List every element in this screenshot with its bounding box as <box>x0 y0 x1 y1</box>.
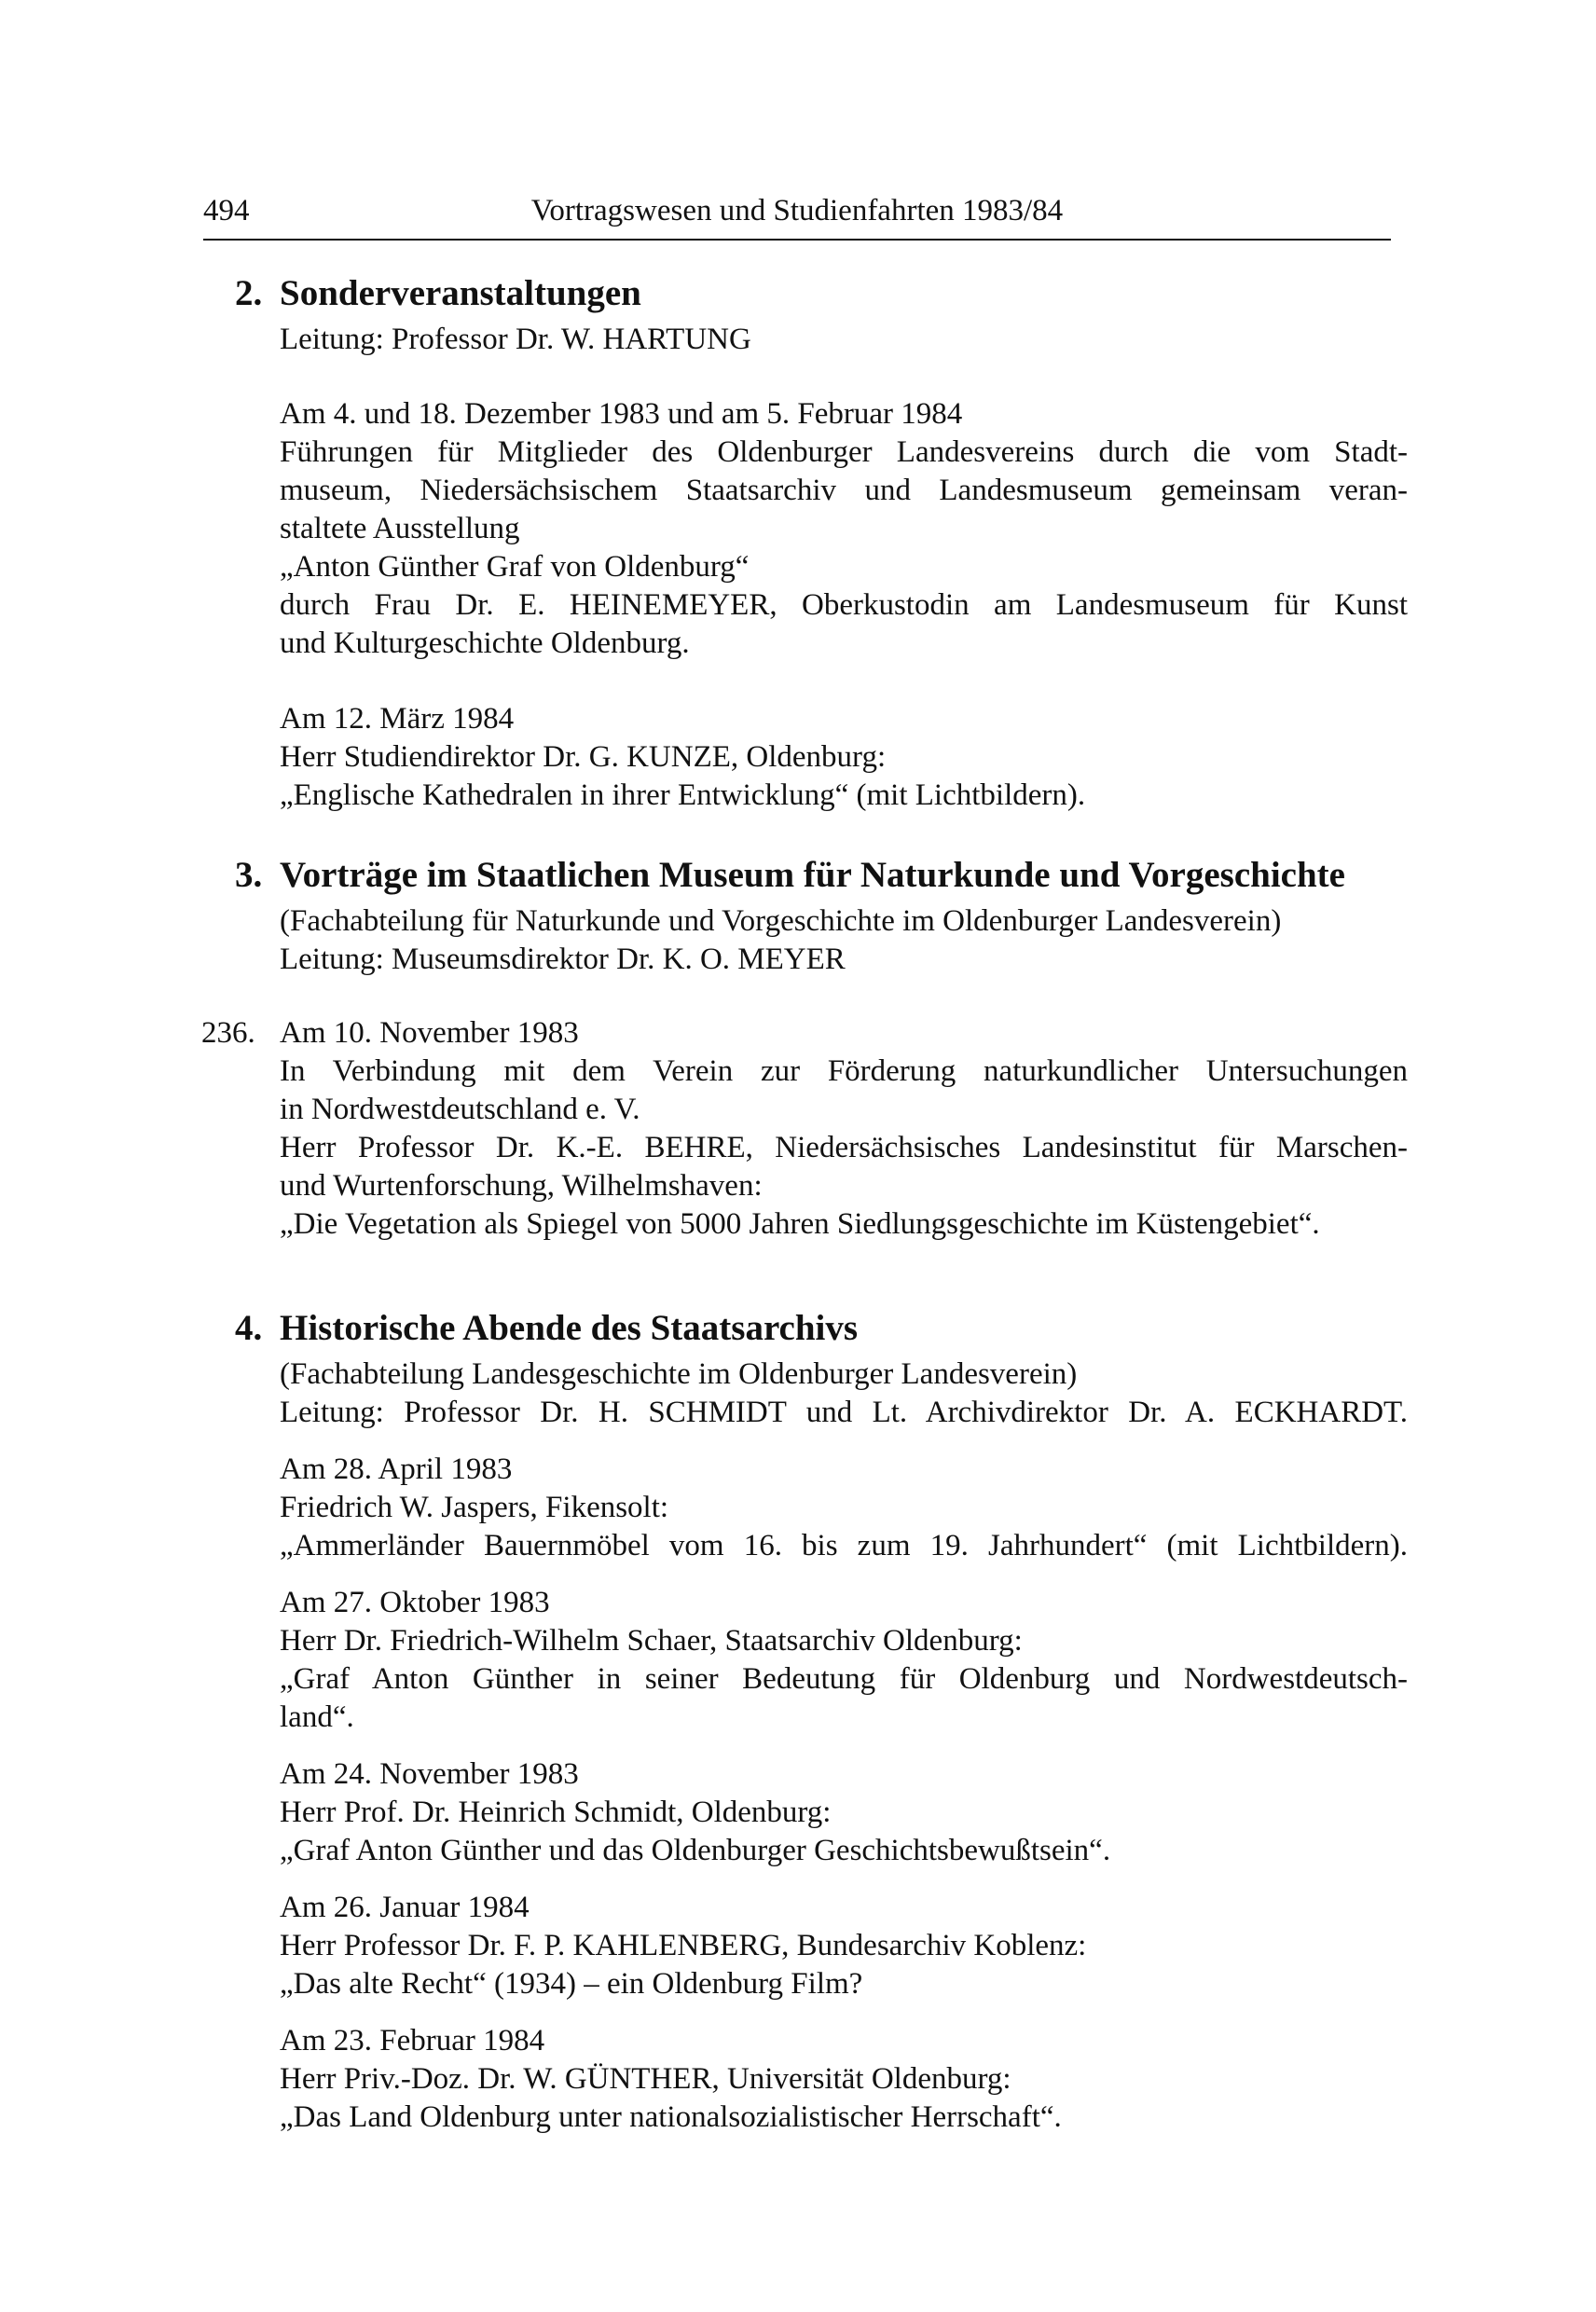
event-entry <box>280 1755 1408 1870</box>
event-entry <box>280 2022 1408 2137</box>
section-title: Sonderveranstaltungen <box>280 273 641 313</box>
event-title: „Anton Günther Graf von Oldenburg“ <box>280 550 750 584</box>
section-number: 4. <box>235 1308 263 1348</box>
event-title: „Die Vegetation als Spiegel von 5000 Jahren Siedlungsgeschichte im Küstengebiet“. <box>280 1207 1320 1241</box>
event-text-line: In Verbindung mit dem Verein zur Förderung naturkundlicher Untersuchungen <box>280 1054 1408 1088</box>
event-date: Am 26. Januar 1984 <box>280 1891 530 1924</box>
event-text-line: und Wurtenforschung, Wilhelmshaven: <box>280 1169 763 1203</box>
section-number: 3. <box>235 855 263 895</box>
section-number: 2. <box>235 273 263 313</box>
section-sonderveranstaltungen <box>235 272 1408 815</box>
event-text-line: Führungen für Mitglieder des Oldenburger Landesvereins durch die vom Stadt- <box>280 435 1408 469</box>
event-entry <box>280 395 1408 663</box>
event-entry <box>280 1889 1408 2003</box>
section-heading <box>235 1307 1408 1356</box>
page-number: 494 <box>203 194 250 227</box>
event-entry <box>280 700 1408 815</box>
event-title: „Ammerländer Bauernmöbel vom 16. bis zum 19. Jahrhundert“ (mit Lichtbildern). <box>280 1529 1408 1562</box>
section-leitung: Leitung: Museumsdirektor Dr. K. O. MEYER <box>280 943 846 976</box>
event-speaker: Friedrich W. Jaspers, Fikensolt: <box>280 1491 669 1524</box>
event-date: Am 27. Oktober 1983 <box>280 1586 550 1619</box>
section-leitung: Leitung: Professor Dr. H. SCHMIDT und Lt. Archivdirektor Dr. A. ECKHARDT. <box>280 1396 1408 1429</box>
event-entry <box>280 1451 1408 1565</box>
event-speaker: Herr Studiendirektor Dr. G. KUNZE, Oldenburg: <box>280 740 887 774</box>
event-speaker: Herr Professor Dr. K.-E. BEHRE, Niedersächsisches Landesinstitut für Marschen- <box>280 1131 1408 1164</box>
event-text-line: in Nordwestdeutschland e. V. <box>280 1093 640 1126</box>
section-subtitle: (Fachabteilung für Naturkunde und Vorgeschichte im Oldenburger Landesverein) <box>280 904 1282 938</box>
event-title: land“. <box>280 1700 354 1734</box>
event-title: „Englische Kathedralen in ihrer Entwicklung“ (mit Lichtbildern). <box>280 778 1086 812</box>
event-date: Am 10. November 1983 <box>280 1016 579 1050</box>
event-entry <box>280 1584 1408 1737</box>
event-text-line: staltete Ausstellung <box>280 512 520 545</box>
section-title: Vorträge im Staatlichen Museum für Naturkunde und Vorgeschichte <box>280 855 1345 895</box>
event-date: Am 24. November 1983 <box>280 1757 579 1791</box>
event-title: „Das Land Oldenburg unter nationalsozialistischer Herrschaft“. <box>280 2100 1062 2134</box>
section-title: Historische Abende des Staatsarchivs <box>280 1308 859 1348</box>
event-speaker: Herr Professor Dr. F. P. KAHLENBERG, Bundesarchiv Koblenz: <box>280 1929 1087 1962</box>
event-date: Am 23. Februar 1984 <box>280 2024 545 2057</box>
event-speaker: Herr Dr. Friedrich-Wilhelm Schaer, Staatsarchiv Oldenburg: <box>280 1624 1023 1658</box>
event-entry <box>201 1014 1408 1244</box>
event-speaker: durch Frau Dr. E. HEINEMEYER, Oberkustodin am Landesmuseum für Kunst <box>280 588 1408 622</box>
section-historische-abende <box>235 1307 1408 2137</box>
page-header <box>203 194 1391 241</box>
event-speaker: Herr Priv.-Doz. Dr. W. GÜNTHER, Universität Oldenburg: <box>280 2062 1011 2096</box>
section-leitung: Leitung: Professor Dr. W. HARTUNG <box>280 323 751 356</box>
entry-number: 236. <box>201 1016 255 1050</box>
section-heading <box>235 272 1408 321</box>
event-date: Am 12. März 1984 <box>280 702 515 736</box>
event-text-line: museum, Niedersächsischem Staatsarchiv und Landesmuseum gemeinsam veran- <box>280 474 1408 507</box>
section-subtitle: (Fachabteilung Landesgeschichte im Oldenburger Landesverein) <box>280 1357 1078 1391</box>
running-head: Vortragswesen und Studienfahrten 1983/84 <box>530 194 1064 227</box>
event-speaker: Herr Prof. Dr. Heinrich Schmidt, Oldenburg: <box>280 1796 832 1829</box>
event-title: „Graf Anton Günther in seiner Bedeutung für Oldenburg und Nordwestdeutsch- <box>280 1662 1408 1696</box>
section-vortraege-museum <box>201 854 1408 1244</box>
event-date: Am 4. und 18. Dezember 1983 und am 5. Februar 1984 <box>280 397 963 431</box>
section-heading <box>235 854 1408 902</box>
event-text-line: und Kulturgeschichte Oldenburg. <box>280 626 690 660</box>
event-title: „Das alte Recht“ (1934) – ein Oldenburg Film? <box>280 1967 863 2001</box>
event-title: „Graf Anton Günther und das Oldenburger Geschichtsbewußtsein“. <box>280 1834 1111 1867</box>
event-date: Am 28. April 1983 <box>280 1452 513 1486</box>
